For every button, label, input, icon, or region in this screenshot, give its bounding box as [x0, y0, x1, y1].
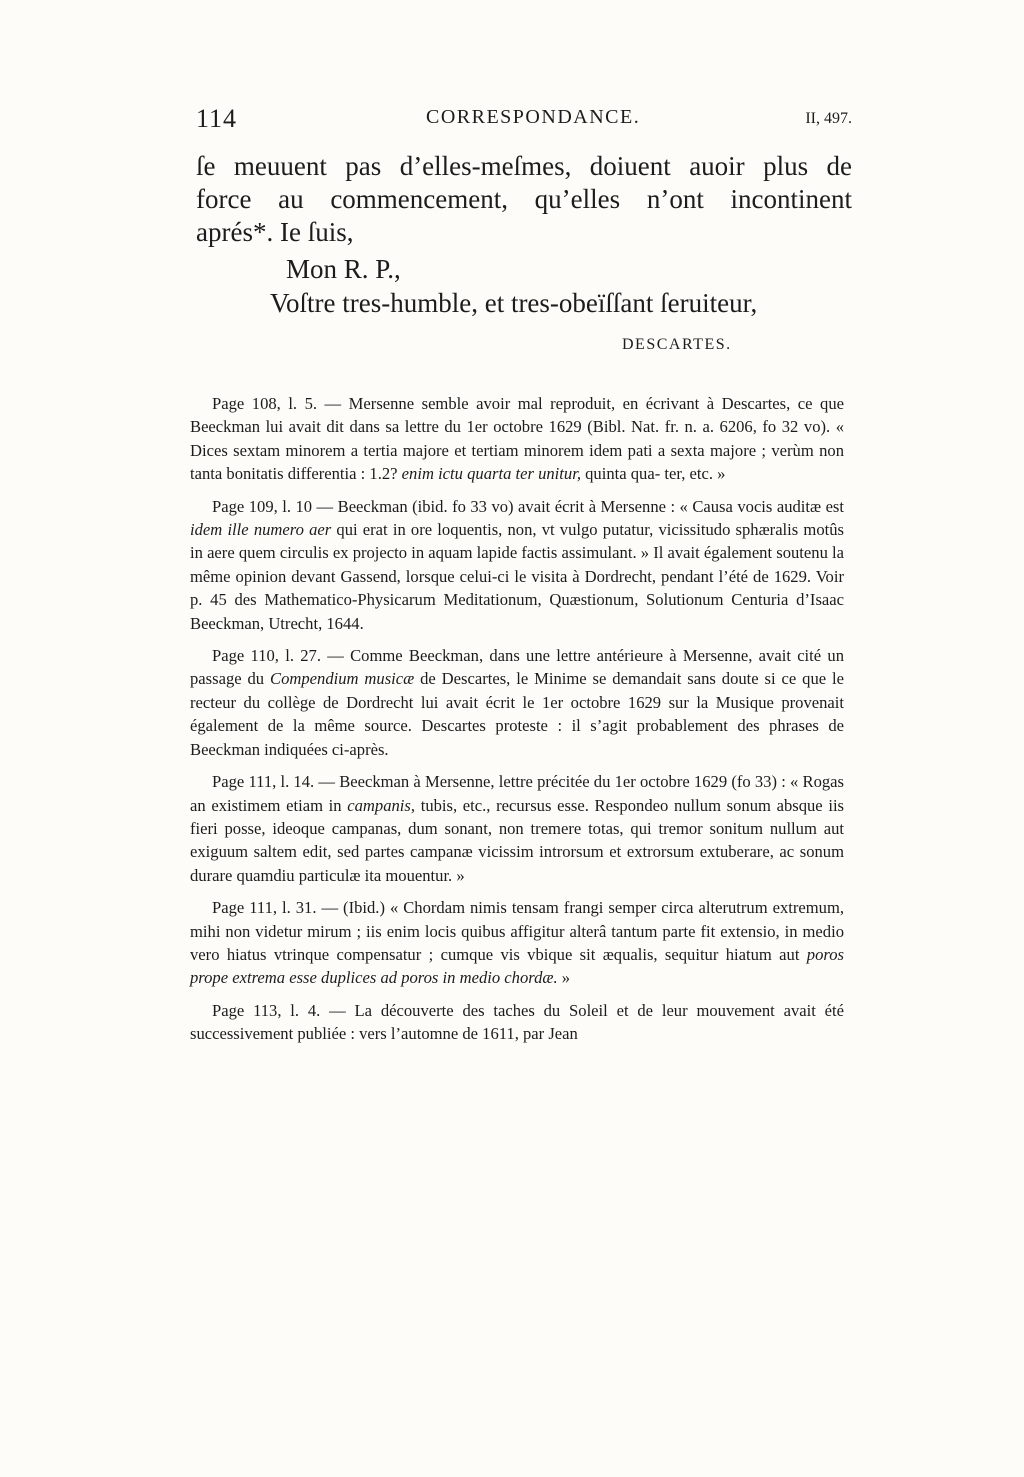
note-tail: »	[557, 968, 571, 988]
note-paragraph	[190, 770, 844, 887]
note-paragraph	[190, 999, 844, 1046]
note-text: Mersenne semble avoir mal reproduit, en écrivant à Descartes, ce que Beeckman lui avait dit dans sa lettre du 1er octobre 1629 (Bibl. Nat. fr. n. a. 6206, fo 32 vo). « Dices sextam minorem a tertia majore et tertiam minorem idem pati a sexta majore ; verùm non tanta bonitatis differentia : 1.2?	[190, 394, 844, 484]
running-title: CORRESPONDANCE.	[426, 106, 641, 128]
note-tail: qui erat in ore loquentis, non, vt vulgo putatur, vicissitudo sphæralis motûs in aere quem circulis ex projecto in aquam lapide factis assimulant. » Il avait également soutenu la même opinion devant Gassend, lorsque celui-ci le visita à Dordrecht, pendant l’été de 1629. Voir p. 45 des Mathematico-Physicarum Meditationum, Quæstionum, Solutionum Centuria d’Isaac Beeckman, Utrecht, 1644.	[190, 520, 844, 633]
note-italic: Compendium musicæ	[270, 669, 415, 689]
note-italic: poros prope extrema esse duplices ad poros in medio chordæ.	[190, 944, 844, 988]
note-paragraph	[190, 392, 844, 486]
letter-signature: DESCARTES.	[622, 336, 732, 353]
letter-text	[196, 150, 852, 249]
letter-line: force au commencement, qu’elles n’ont incontinent	[196, 184, 852, 214]
note-italic: campanis,	[347, 795, 416, 815]
note-lead: Page 110, l. 27. —	[212, 646, 351, 666]
note-paragraph	[190, 644, 844, 761]
note-lead: Page 111, l. 31. —	[212, 898, 344, 918]
note-tail: de Descartes, le Minime se demandait sans doute si ce que le recteur du collège de Dordrecht lui avait écrit le 1er octobre 1629 sur la Musique provenait également de la même source. Descartes proteste : il s’agit probablement des phrases de Beeckman indiquées ci-après.	[190, 669, 844, 759]
note-text: Comme Beeckman, dans une lettre antérieure à Mersenne, avait cité un passage du	[190, 646, 845, 689]
note-text: Beeckman à Mersenne, lettre précitée du 1er octobre 1629 (fo 33) : « Rogas an existimem etiam in	[190, 772, 844, 815]
editorial-notes	[190, 392, 844, 1046]
note-lead: Page 113, l. 4. —	[212, 1000, 355, 1020]
letter-closing: Voſtre tres-humble, et tres-obeïſſant ſeruiteur,	[270, 288, 758, 318]
note-paragraph	[190, 495, 844, 635]
note-paragraph	[190, 896, 844, 990]
note-lead: Page 111, l. 14. —	[212, 772, 340, 792]
note-text: La découverte des taches du Soleil et de leur mouvement avait été successivement publiée : vers l’automne de 1611, par Jean	[190, 1000, 844, 1044]
letter-line: ſe meuuent pas d’elles-meſmes, doiuent auoir plus de	[196, 151, 852, 181]
running-header	[196, 104, 852, 134]
note-text: (Ibid.) « Chordam nimis tensam frangi semper circa alterutrum extremum, mihi non videtur mirum ; iis enim locis quibus affigitur alterâ tantum parte fit extensio, in medio vero hiatus vtrinque compensatur ; cumque vis vbique sit æqualis, sequitur hiatum aut	[190, 898, 845, 964]
note-text: Beeckman (ibid. fo 33 vo) avait écrit à Mersenne : « Causa vocis auditæ est	[337, 496, 844, 516]
letter-reference: II, 497.	[805, 110, 852, 127]
note-lead: Page 109, l. 10 —	[212, 496, 338, 516]
note-italic: enim ictu quarta ter unitur,	[401, 464, 581, 484]
note-lead: Page 108, l. 5. —	[212, 394, 349, 413]
note-tail: tubis, etc., recursus esse. Respondeo nullum sonum absque iis fieri posse, ideoque campanas, dum sonant, non tremere totas, qui tremor sonitum nullum aut exiguum saltem edit, sed partes campanæ vicissim introrsum et extrorsum extuberare, ac sonum durare quamdiu particulæ ita mouentur. »	[190, 795, 845, 885]
letter-greeting: Mon R. P.,	[286, 254, 401, 284]
note-tail: quinta qua- ter, etc. »	[580, 464, 726, 484]
letter-line: aprés*. Ie ſuis,	[196, 217, 354, 247]
page-number: 114	[196, 104, 238, 133]
note-italic: idem ille numero aer	[190, 520, 332, 540]
